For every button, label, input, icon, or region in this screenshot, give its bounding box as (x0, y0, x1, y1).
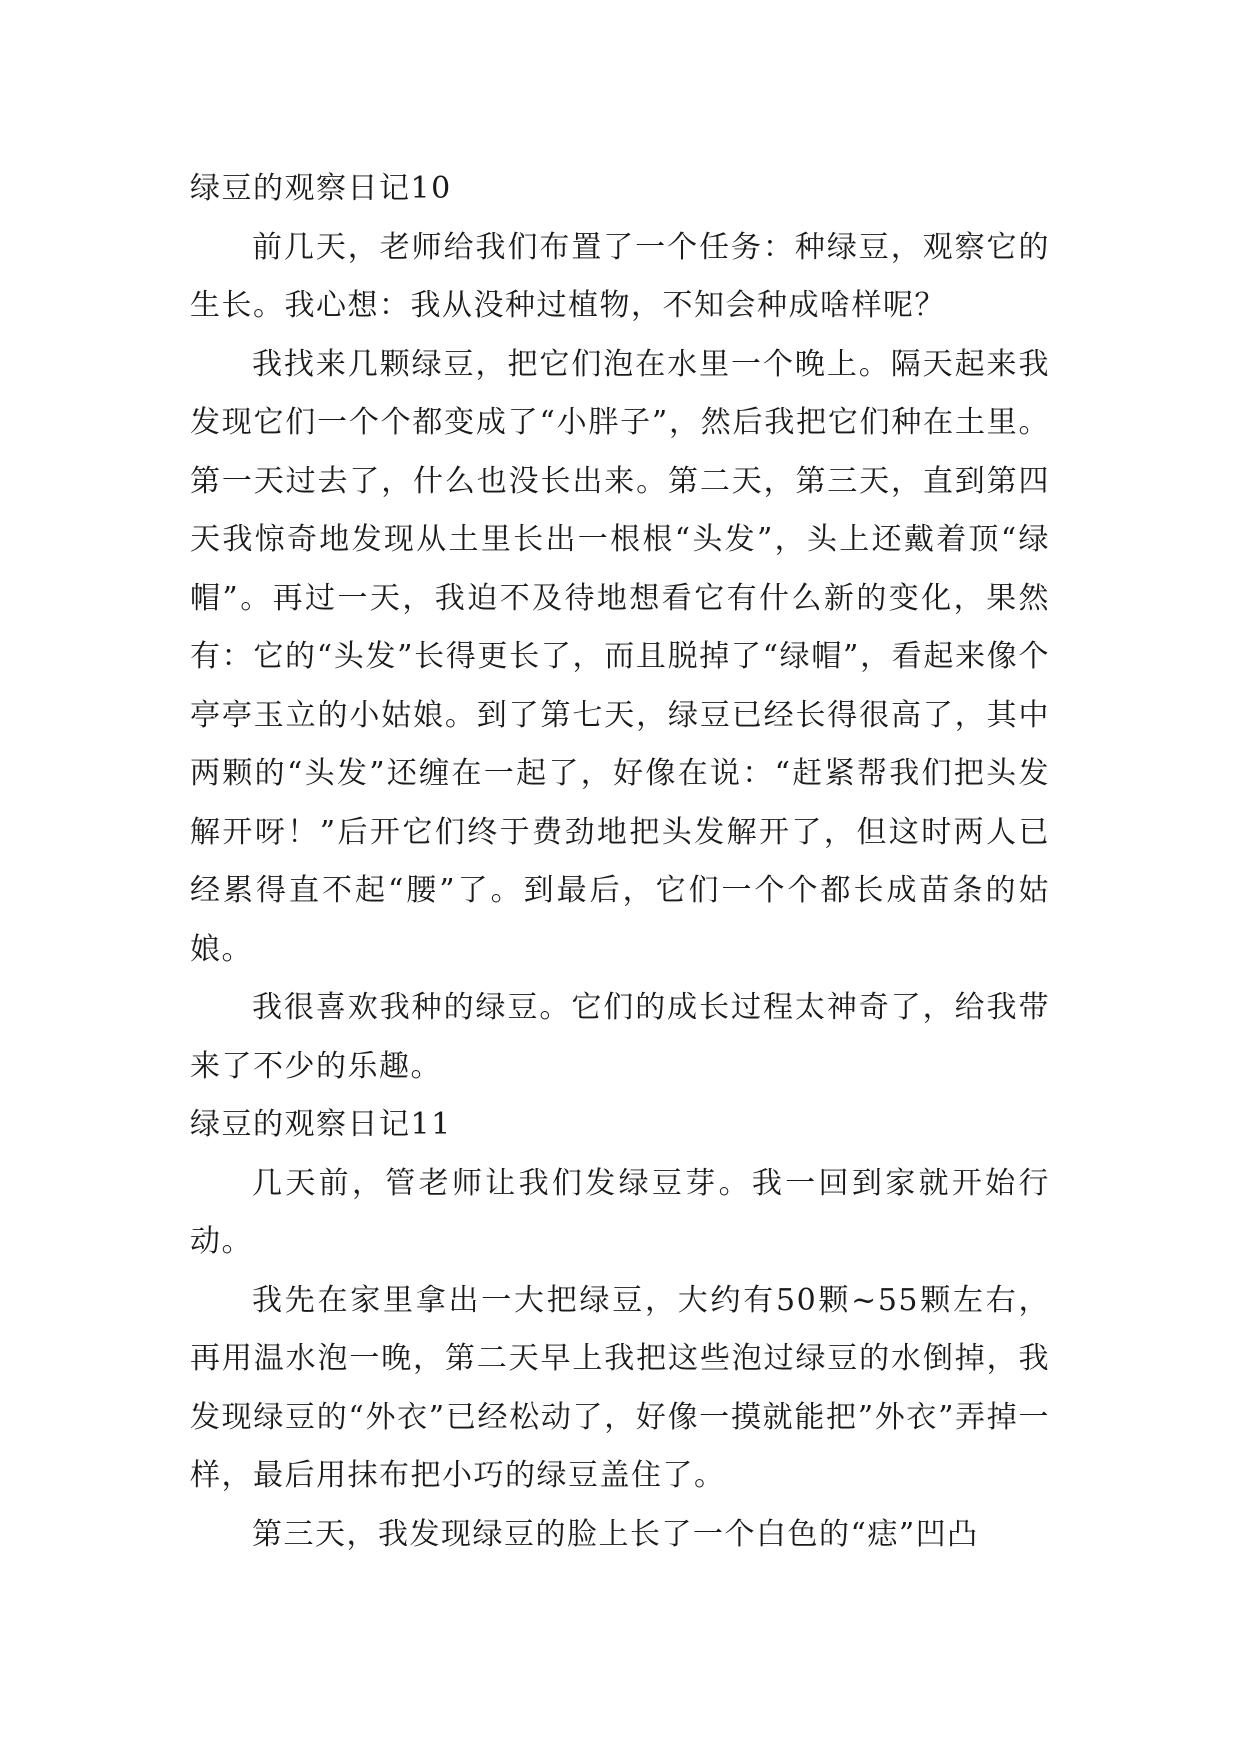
paragraph: 几天前，管老师让我们发绿豆芽。我一回到家就开始行动。 (190, 1165, 1050, 1259)
document-body (190, 160, 1050, 1564)
paragraph: 我找来几颗绿豆，把它们泡在水里一个晚上。隔天起来我发现它们一个个都变成了“小胖子”，然后我把它们种在土里。第一天过去了，什么也没长出来。第二天，第三天，直到第四天我惊奇地发现从土里长出一根根“头发”，头上还戴着顶“绿帽”。再过一天，我迫不及待地想看它有什么新的变化，果然有：它的“头发”长得更长了，而且脱掉了“绿帽”，看起来像个亭亭玉立的小姑娘。到了第七天，绿豆已经长得很高了，其中两颗的“头发”还缠在一起了，好像在说：“赶紧帮我们把头发解开呀！”后开它们终于费劲地把头发解开了，但这时两人已经累得直不起“腰”了。到最后，它们一个个都长成苗条的姑娘。 (190, 346, 1050, 967)
paragraph: 我很喜欢我种的绿豆。它们的成长过程太神奇了，给我带来了不少的乐趣。 (190, 990, 1050, 1084)
paragraph: 第三天，我发现绿豆的脸上长了一个白色的“痣”凹凸 (252, 1516, 979, 1552)
section-title-11: 绿豆的观察日记11 (190, 1107, 452, 1142)
paragraph: 我先在家里拿出一大把绿豆，大约有50颗~55颗左右，再用温水泡一晚，第二天早上我把这些泡过绿豆的水倒掉，我发现绿豆的“外衣”已经松动了，好像一摸就能把”外衣”弄掉一样，最后用抹布把小巧的绿豆盖住了。 (190, 1282, 1050, 1493)
section-title-10: 绿豆的观察日记10 (190, 171, 452, 206)
paragraph: 前几天，老师给我们布置了一个任务：种绿豆，观察它的生长。我心想：我从没种过植物，不知会种成啥样呢？ (190, 229, 1050, 323)
